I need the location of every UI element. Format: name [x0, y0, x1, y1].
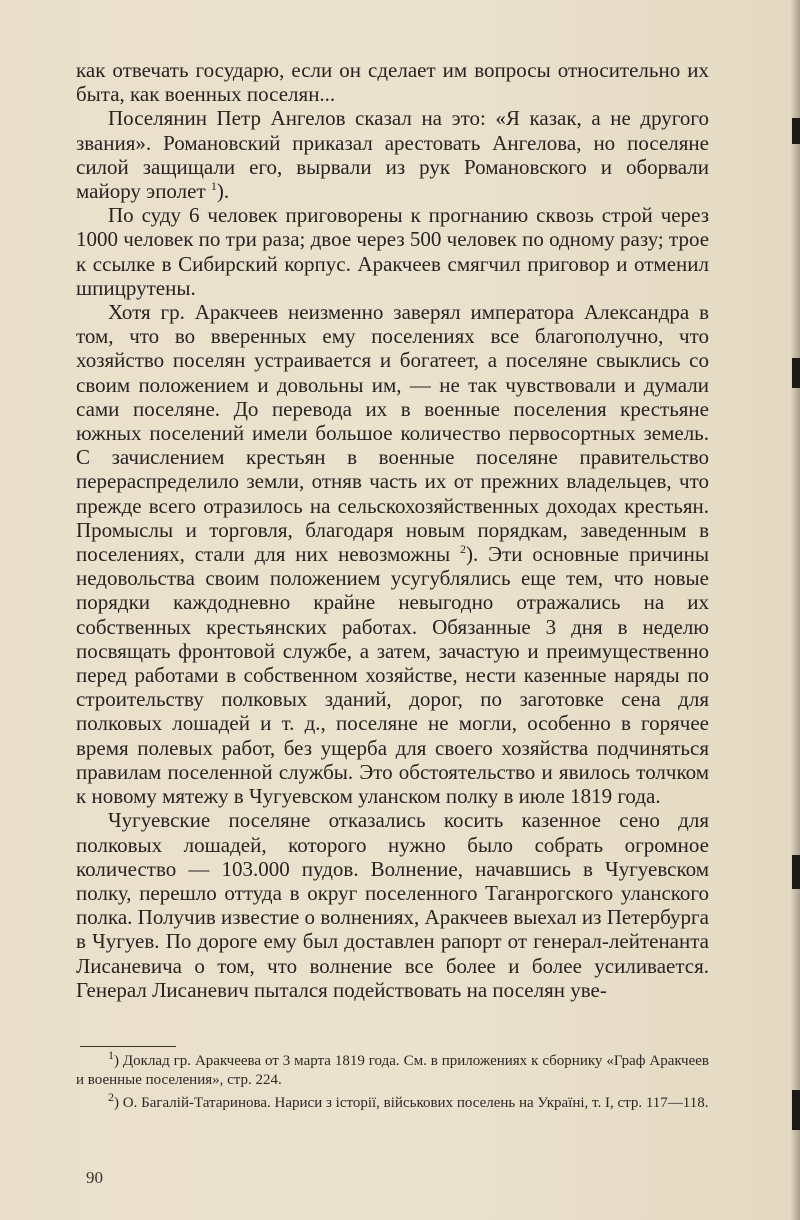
paragraph-2	[76, 106, 709, 203]
footnote-mark: 1	[108, 1048, 114, 1062]
paragraph-text-tail: ). Эти основные причины недовольства своим положением усугублялись еще тем, что новые порядки каждодневно крайне невыгодно отражались на их собственных крестьянских работах. Обязанные 3 дня в неделю посвящать фронтовой службе, а затем, зачастую и преимущественно перед работами в собственном хозяйстве, нести казенные наряды по строительству полковых зданий, дорог, по заготовке сена для полковых лошадей и т. д., поселяне не могли, особенно в горячее время полевых работ, без ущерба для своего хозяйства подчиняться правилам поселенной службы. Это обстоятельство и явилось толчком к новому мятежу в Чугуевском уланском полку в июле 1819 года.	[76, 542, 710, 809]
page-number: 90	[86, 1168, 103, 1187]
footnote-ref: 1	[210, 179, 217, 194]
footnote-divider	[80, 1046, 176, 1047]
footnote-text: Доклад гр. Аракчеева от 3 марта 1819 года. См. в приложениях к сборнику «Граф Аракчеев и военные поселения», стр. 224.	[76, 1053, 709, 1088]
edge-ink-mark	[792, 855, 800, 889]
page-edge-shadow	[790, 0, 800, 1220]
paragraph-text: Хотя гр. Аракчеев неизменно заверял императора Александра в том, что во вверенных ему поселениях все благополучно, что хозяйство поселян устраивается и богатеет, а поселяне свыклись со своим положением и довольны им, — не так чувствовали и думали сами поселяне. До перевода их в военные поселения крестьяне южных поселений имели большое количество первосортных земель. С зачислением крестьян в военные поселяне правительство перераспределило земли, отняв часть их от прежних владельцев, что прежде всего отразилось на сельскохозяйственных доходах крестьян. Промыслы и торговля, благодаря новым порядкам, заведенным в поселениях, стали для них невозможны	[76, 300, 709, 567]
paragraph-text: как отвечать государю, если он сделает им вопросы относительно их быта, как военных поселян...	[76, 58, 709, 107]
paragraph-text: По суду 6 человек приговорены к прогнанию сквозь строй через 1000 человек по три раза; двое через 500 человек по одному разу; трое к ссылке в Сибирский корпус. Аракчеев смягчил приговор и отменил шпицрутены.	[76, 203, 710, 300]
paragraph-5	[76, 808, 709, 1002]
paragraph-4	[76, 300, 709, 808]
footnote-2: $^2$) О. Багалій-Татаринова. Нариси з історії, військових поселень на Україні, т. I, стр. 117—118.	[108, 1090, 709, 1111]
paragraph-text: Чугуевские поселяне отказались косить казенное сено для полковых лошадей, которого нужно было собрать огромное количество — 103.000 пудов. Волнение, начавшись в Чугуевском полку, перешло оттуда в округ поселенного Таганрогского уланского полка. Получив известие о волнениях, Аракчеев выехал из Петербурга в Чугуев. По дороге ему был доставлен рапорт от генерал-лейтенанта Лисаневича о том, что волнение все более и более усиливается. Генерал Лисаневич пытался подействовать на поселян уве-	[76, 808, 709, 1002]
edge-ink-mark	[792, 358, 800, 388]
edge-ink-mark	[792, 118, 800, 144]
paragraph-1	[76, 58, 709, 106]
paragraph-text: Поселянин Петр Ангелов сказал на это: «Я казак, а не другого звания». Романовский приказал арестовать Ангелова, но поселяне силой защищали его, вырвали из рук Романовского и оборвали майору эполет	[76, 106, 709, 204]
paragraph-3	[76, 203, 709, 300]
footnote-1: $^1$) Доклад гр. Аракчеева от 3 марта 1819 года. См. в приложениях к сборнику «Граф Аракчеев и военные поселения», стр. 224.	[76, 1048, 709, 1088]
footnotes	[76, 1048, 709, 1117]
footnote-text: О. Багалій-Татаринова. Нариси з історії, військових поселень на Україні, т. I, стр. 117—118.	[122, 1095, 709, 1111]
footnote-mark: 2	[108, 1090, 114, 1104]
footnote-ref: 2	[460, 542, 467, 557]
edge-ink-mark	[792, 1090, 800, 1130]
main-text	[76, 58, 709, 1002]
paragraph-text-tail: ).	[216, 179, 230, 204]
